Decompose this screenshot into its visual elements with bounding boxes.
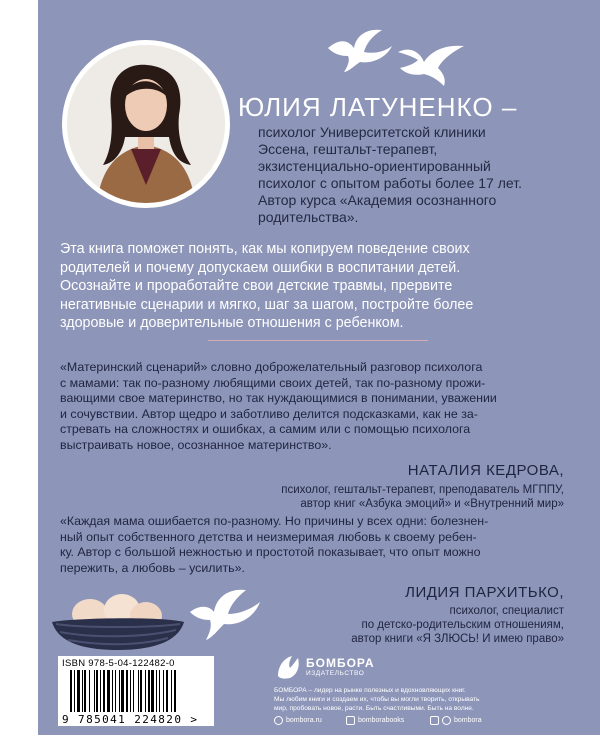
barcode-bar <box>133 670 134 712</box>
bird-icon <box>326 26 396 74</box>
barcode-bar <box>166 670 168 712</box>
review-1-credentials <box>281 483 564 511</box>
barcode-bar <box>74 670 75 712</box>
blurb-line: родителей и почему допускаем ошибки в воспитании детей. <box>60 259 461 276</box>
publisher-description <box>274 686 574 713</box>
credential-line: психолог, специалист <box>449 605 564 617</box>
barcode-bar <box>121 670 124 712</box>
author-bio-line: Эссена, гештальт-терапевт, <box>258 141 438 157</box>
bombora-logo-icon <box>274 650 302 680</box>
barcode-bar <box>140 670 142 712</box>
review-line: «Каждая мама ошибается по-разному. Но причины у всех одни: болезнен- <box>60 514 489 528</box>
review-line: ку. Автор с большой нежностью и простотой показывает, что опыт можно <box>60 545 481 559</box>
review-line: ный опыт собственного детства и неизмеримая любовь к своему ребен- <box>60 529 477 544</box>
review-1-text <box>60 360 530 453</box>
barcode-bar <box>174 670 176 712</box>
credential-line: по детско-родительским отношениям, <box>361 619 564 631</box>
review-line: и сочувствии. Автор щедро и заботливо делится подсказками, как не за- <box>60 406 478 421</box>
barcode-digits: 9 785041 224820 > <box>62 713 199 726</box>
review-line: с мамами: так по-разному любящими своих детей, так по-разному прожи- <box>60 375 486 390</box>
book-blurb <box>60 240 580 333</box>
social-vk-label: bomborabooks <box>358 717 405 724</box>
barcode-bar <box>103 670 105 712</box>
credential-line: автор книги «Я ЗЛЮСЬ! И имею право» <box>351 633 564 645</box>
telegram-icon <box>442 716 451 725</box>
author-bio-line: психолог с опытом работы более 17 лет. <box>258 175 522 191</box>
barcode-bar <box>138 670 139 712</box>
credential-line: психолог, гештальт-терапевт, преподаватель МГППУ, <box>281 484 564 496</box>
barcode-bar <box>163 670 164 712</box>
bird-icon <box>394 38 468 88</box>
review-line: вающими свое материнство, но так нуждающимися в понимании, уважении <box>60 391 497 405</box>
bird-icon <box>184 582 264 642</box>
author-bio-line: Автор курса «Академия осознанного <box>258 192 497 208</box>
social-messengers <box>430 716 482 725</box>
barcode-bar <box>151 670 154 712</box>
publisher-description-line: мир, пробовать новое, расти. Быть счастливыми. Быть на волне. <box>274 705 474 712</box>
barcode-bars <box>70 670 204 712</box>
barcode-bar <box>70 670 72 712</box>
social-website <box>274 716 322 725</box>
author-bio <box>258 124 578 226</box>
vk-icon <box>430 716 439 725</box>
publisher-subtitle: ИЗДАТЕЛЬСТВО <box>306 670 365 677</box>
book-back-cover <box>38 0 600 735</box>
barcode-bar <box>171 670 172 712</box>
blurb-line: Осознайте и проработайте свои детские травмы, прервите <box>60 278 453 294</box>
review-line: выстраивать новое, осознанное материнство». <box>60 437 332 452</box>
barcode-bar <box>82 670 83 712</box>
barcode-bar <box>156 670 157 712</box>
isbn-label: ISBN 978-5-04-122482-0 <box>62 658 175 669</box>
barcode-bar <box>94 670 95 712</box>
barcode-bar <box>148 670 150 712</box>
author-bio-line: экзистенциально-ориентированный <box>258 158 491 174</box>
author-photo-illustration <box>67 45 225 203</box>
review-line: пережить, а любовь – усилить». <box>60 560 245 575</box>
barcode-bar <box>96 670 98 712</box>
review-line: стревать на сложностях и ошибках, а самим или с помощью психолога <box>60 422 471 436</box>
review-1-author: НАТАЛИЯ КЕДРОВА, <box>407 462 564 479</box>
barcode <box>58 656 214 726</box>
review-2-credentials <box>351 604 564 646</box>
barcode-bar <box>159 670 160 712</box>
publisher-description-line: Мы любим книги и создаем их, чтобы вы могли творить, открывать <box>274 696 480 703</box>
blurb-line: негативные сценарии и мягко, шаг за шагом, постройте более <box>60 296 474 313</box>
social-messengers-label: bombora <box>454 717 482 724</box>
publisher-name: БОМБОРА <box>306 656 375 670</box>
review-2-author: ЛИДИЯ ПАРХИТЬКО, <box>405 584 564 601</box>
social-vk <box>346 716 404 725</box>
author-name: ЮЛИЯ ЛАТУНЕНКО – <box>238 92 518 122</box>
barcode-bar <box>84 670 86 712</box>
review-2-text <box>60 514 530 576</box>
social-website-label: bombora.ru <box>286 717 322 724</box>
vk-icon <box>346 716 355 725</box>
barcode-bar <box>115 670 116 712</box>
author-portrait <box>62 40 230 208</box>
barcode-bar <box>89 670 90 712</box>
barcode-bar <box>145 670 146 712</box>
barcode-bar <box>130 670 131 712</box>
barcode-bar <box>112 670 113 712</box>
barcode-bar <box>119 670 120 712</box>
nest-illustration <box>42 580 192 652</box>
blurb-line: Эта книга поможет понять, как мы копируем поведение своих <box>60 241 470 257</box>
credential-line: автор книг «Азбука эмоций» и «Внутренний мир» <box>300 498 564 510</box>
review-line: «Материнский сценарий» словно доброжелательный разговор психолога <box>60 360 483 374</box>
publisher-description-line: БОМБОРА – лидер на рынке полезных и вдохновляющих книг. <box>274 687 466 694</box>
barcode-bar <box>100 670 101 712</box>
author-bio-line: родительства». <box>258 209 359 225</box>
barcode-bar <box>107 670 110 712</box>
barcode-bar <box>77 670 80 712</box>
section-divider <box>208 340 428 341</box>
globe-icon <box>274 716 283 725</box>
barcode-bar <box>126 670 128 712</box>
author-bio-line: психолог Университетской клиники <box>258 124 486 140</box>
blurb-line: здоровые и доверительные отношения с ребенком. <box>60 315 404 331</box>
